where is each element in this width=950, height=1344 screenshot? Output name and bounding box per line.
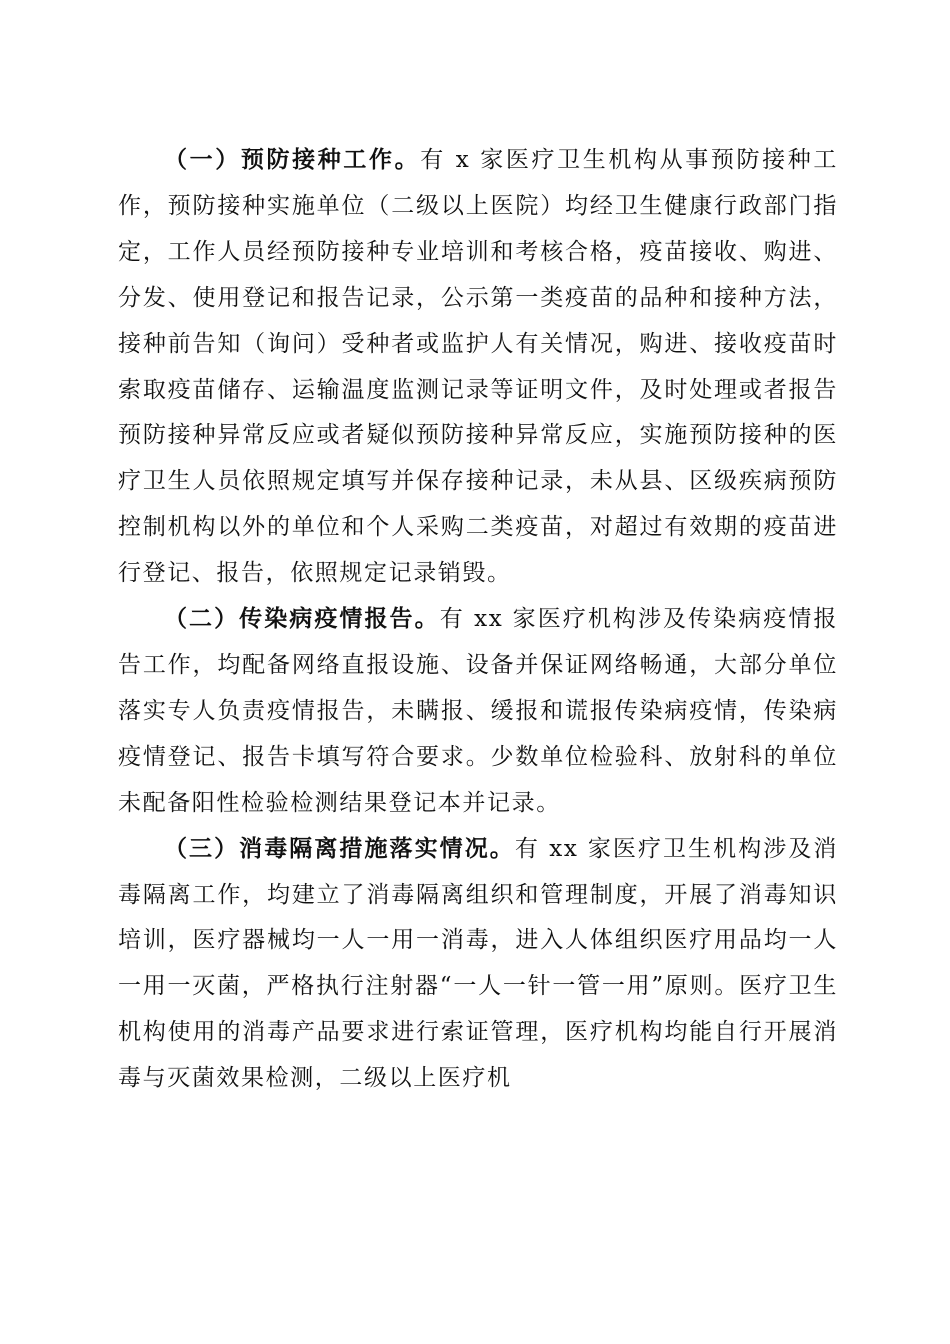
paragraph-text: 有 xx 家医疗机构涉及传染病疫情报告工作，均配备网络直报设施、设备并保证网络畅通，大部分单位落实专人负责疫情报告，未瞒报、缓报和谎报传染病疫情，传染病疫情登记、报告卡填写符合要求。少数单位检验科、放射科的单位未配备阳性检验检测结果登记本并记录。: [118, 606, 838, 816]
document-body: [118, 138, 838, 1102]
paragraph-text: 有 xx 家医疗卫生机构涉及消毒隔离工作，均建立了消毒隔离组织和管理制度，开展了消毒知识培训，医疗器械均一人一用一消毒，进入人体组织医疗用品均一人一用一灭菌，严格执行注射器“一人一针一管一用”原则。医疗卫生机构使用的消毒产品要求进行索证管理，医疗机构均能自行开展消毒与灭菌效果检测，二级以上医疗机: [118, 835, 838, 1092]
paragraph-epidemic-report: [118, 597, 838, 827]
paragraph-heading: （二）传染病疫情报告。: [164, 606, 440, 633]
paragraph-heading: （一）预防接种工作。: [164, 147, 421, 173]
paragraph-disinfection: [118, 827, 838, 1102]
paragraph-text: 有 x 家医疗卫生机构从事预防接种工作，预防接种实施单位（二级以上医院）均经卫生健康行政部门指定，工作人员经预防接种专业培训和考核合格，疫苗接收、购进、分发、使用登记和报告记录，公示第一类疫苗的品种和接种方法，接种前告知（询问）受种者或监护人有关情况，购进、接收疫苗时索取疫苗储存、运输温度监测记录等证明文件，及时处理或者报告预防接种异常反应或者疑似预防接种异常反应，实施预防接种的医疗卫生人员依照规定填写并保存接种记录，未从县、区级疾病预防控制机构以外的单位和个人采购二类疫苗，对超过有效期的疫苗进行登记、报告，依照规定记录销毁。: [118, 147, 838, 587]
paragraph-vaccination: [118, 138, 838, 597]
paragraph-heading: （三）消毒隔离措施落实情况。: [164, 835, 515, 862]
